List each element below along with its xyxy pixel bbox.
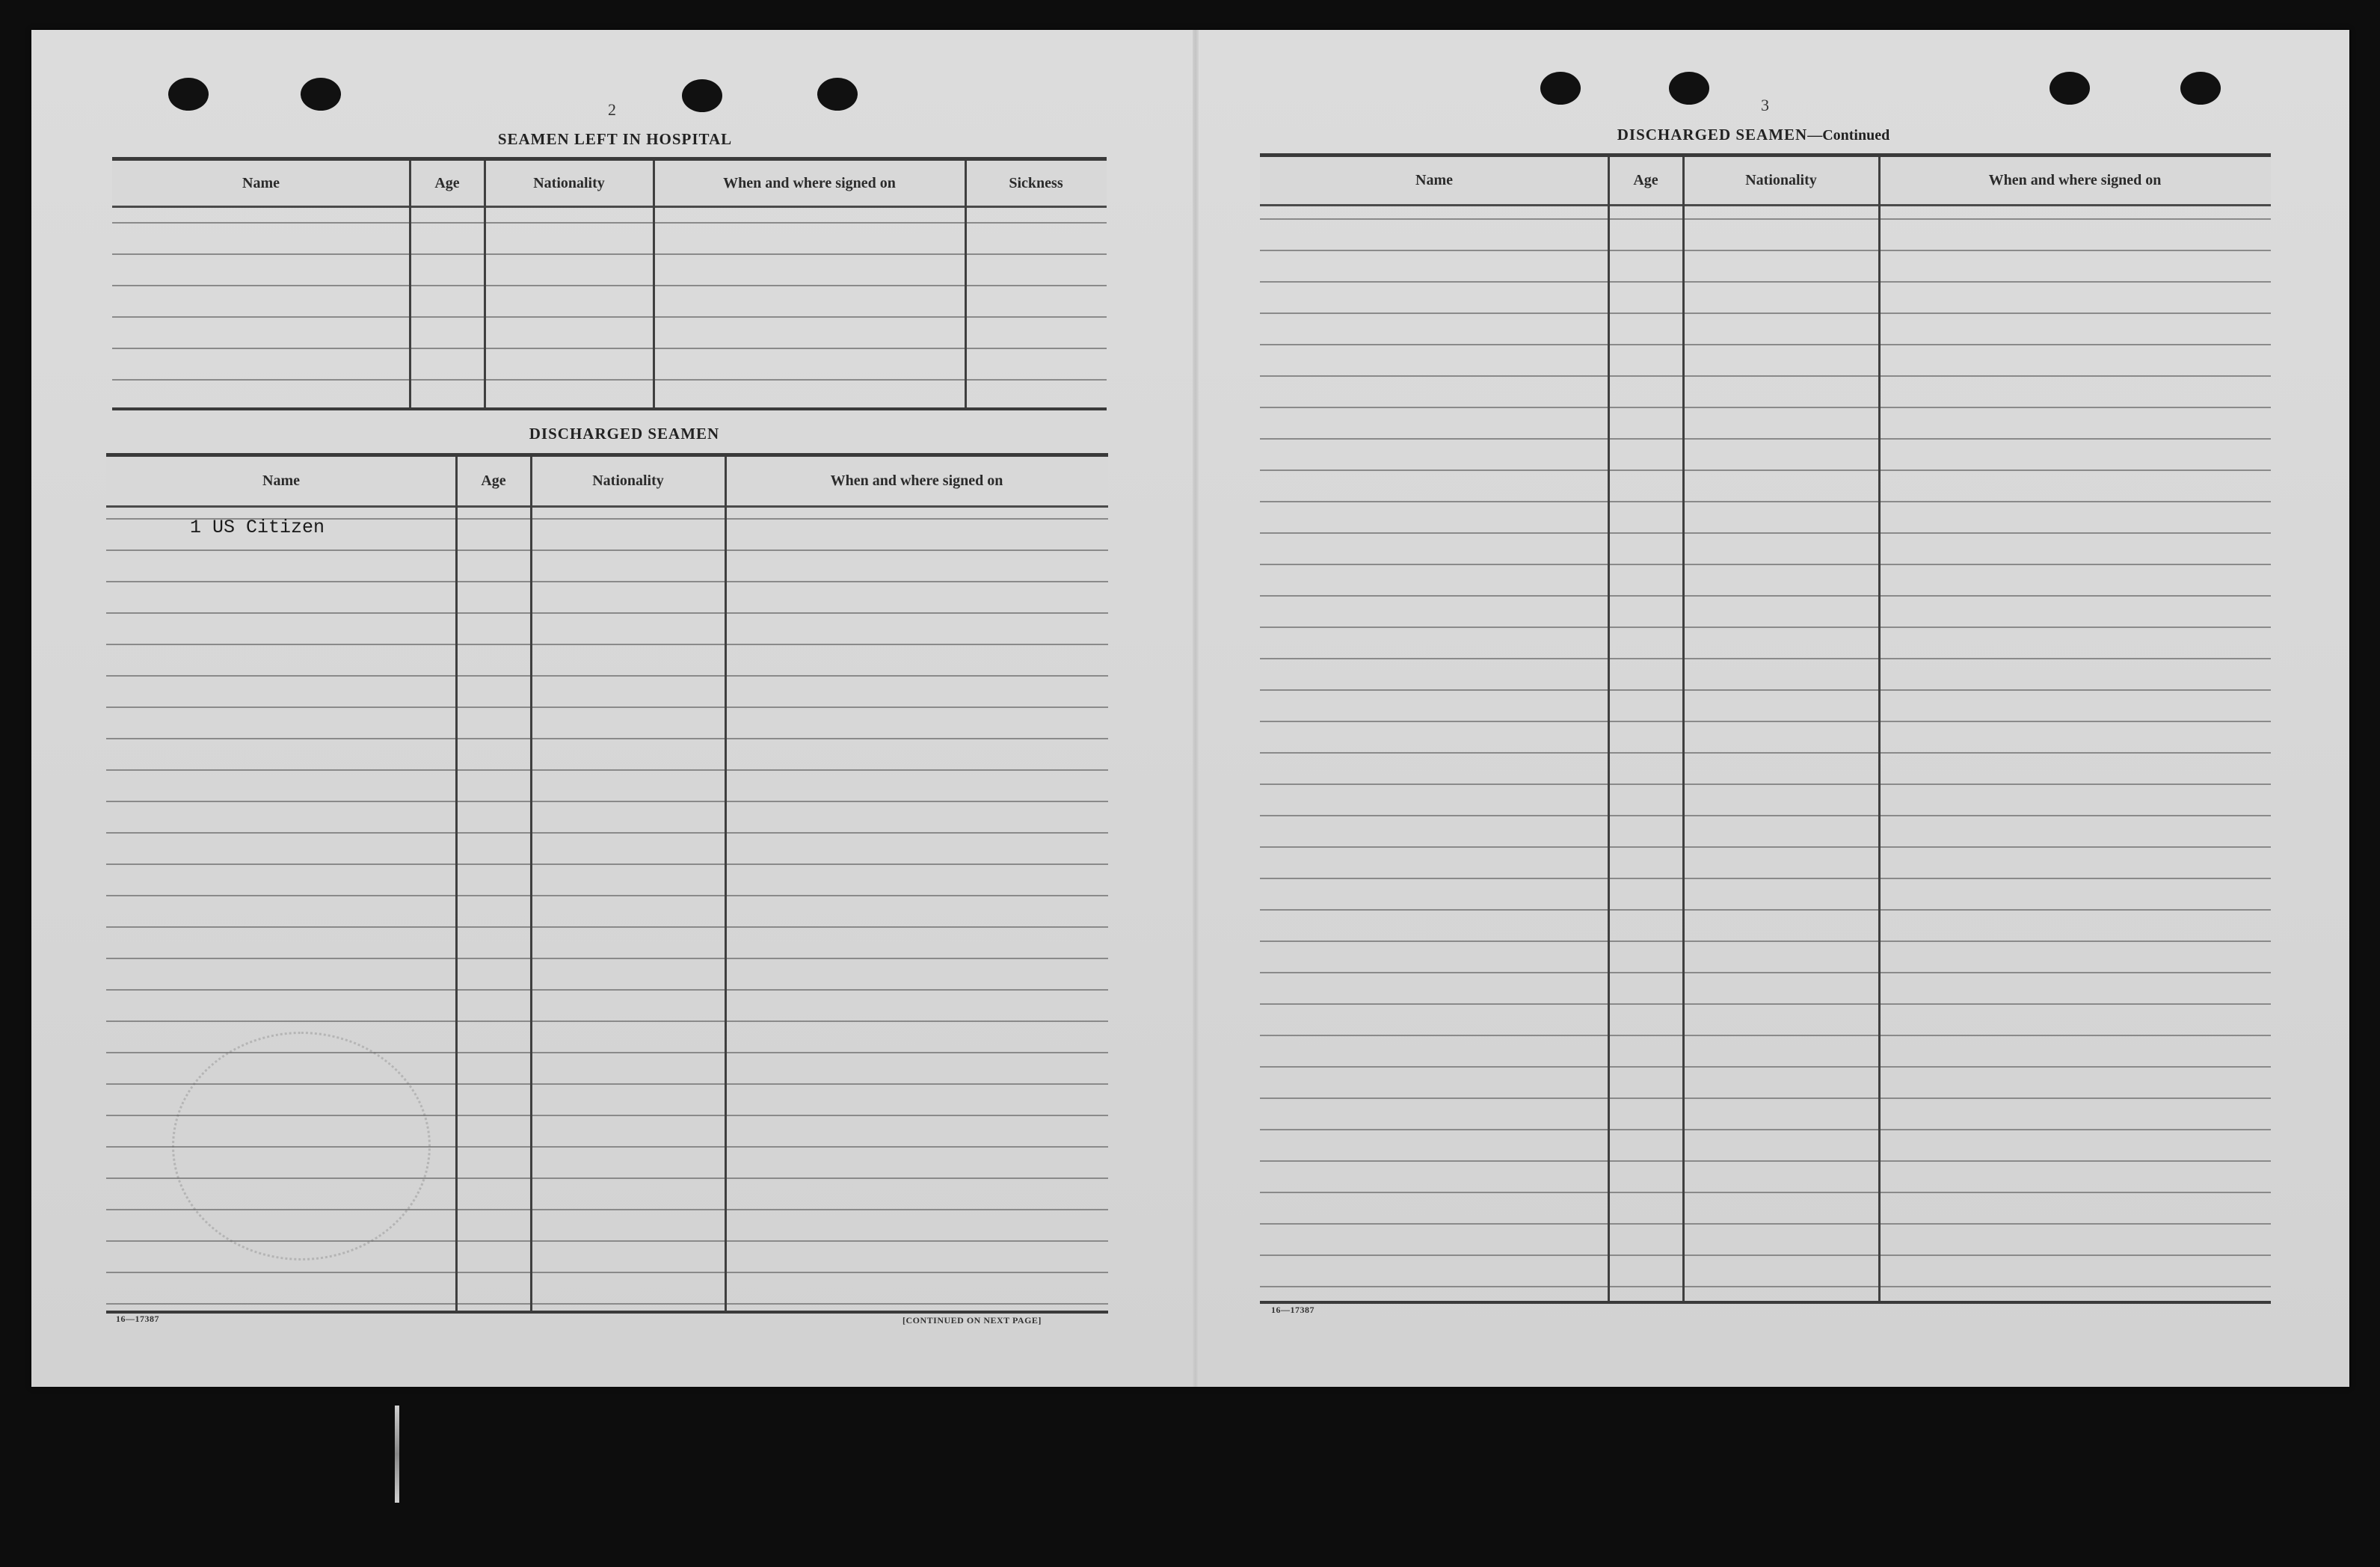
col-age: Age xyxy=(1633,172,1658,188)
col-name: Name xyxy=(242,174,280,191)
column-divider xyxy=(455,457,458,1311)
col-nationality: Nationality xyxy=(592,472,664,489)
column-divider xyxy=(965,161,967,407)
discharged-table-header xyxy=(106,457,1108,508)
column-divider xyxy=(530,457,532,1311)
page-number-right: 3 xyxy=(1761,96,1769,114)
col-signed-on: When and where signed on xyxy=(723,174,896,191)
punch-hole xyxy=(1540,72,1581,105)
form-number-left: 16—17387 xyxy=(116,1314,159,1324)
column-divider xyxy=(484,161,486,407)
discharged-continued-title xyxy=(1267,126,2239,144)
paper-tear xyxy=(395,1406,399,1503)
column-divider xyxy=(409,161,411,407)
hospital-table-header xyxy=(112,161,1107,208)
page-number-left: 2 xyxy=(608,100,616,119)
col-nationality: Nationality xyxy=(533,174,605,191)
discharged-section-title: DISCHARGED SEAMEN xyxy=(529,425,720,443)
col-sickness: Sickness xyxy=(1009,174,1063,191)
hospital-section-title: SEAMEN LEFT IN HOSPITAL xyxy=(497,130,733,148)
continued-note: [CONTINUED ON NEXT PAGE] xyxy=(903,1315,1042,1326)
form-number-right: 16—17387 xyxy=(1271,1305,1314,1315)
column-divider xyxy=(725,457,727,1311)
punch-hole xyxy=(1669,72,1709,105)
title-suffix: —Continued xyxy=(1807,127,1890,144)
column-divider xyxy=(653,161,655,407)
col-name: Name xyxy=(262,472,300,489)
col-age: Age xyxy=(481,472,506,489)
entry-name: 1 US Citizen xyxy=(190,517,325,538)
col-signed-on: When and where signed on xyxy=(830,472,1003,489)
punch-hole xyxy=(2180,72,2221,105)
punch-hole xyxy=(682,79,722,112)
col-age: Age xyxy=(434,174,460,191)
punch-hole xyxy=(817,78,858,111)
discharged-continued-table xyxy=(1260,153,2271,1304)
title-main: DISCHARGED SEAMEN xyxy=(1617,126,1808,144)
col-nationality: Nationality xyxy=(1745,172,1817,188)
discharged-continued-header xyxy=(1260,157,2271,206)
column-divider xyxy=(1608,157,1610,1301)
faded-stamp xyxy=(172,1032,431,1260)
center-fold xyxy=(1193,30,1199,1387)
column-divider xyxy=(1878,157,1881,1301)
col-name: Name xyxy=(1415,172,1453,188)
punch-hole xyxy=(2050,72,2090,105)
hospital-table xyxy=(112,157,1107,410)
punch-hole xyxy=(168,78,209,111)
col-signed-on: When and where signed on xyxy=(1988,172,2162,188)
punch-hole xyxy=(301,78,341,111)
column-divider xyxy=(1682,157,1685,1301)
